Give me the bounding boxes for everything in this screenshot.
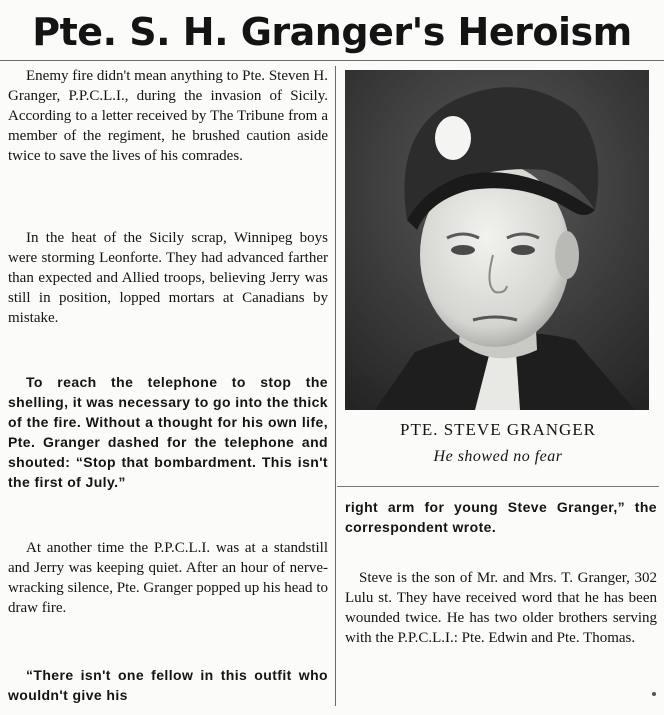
photo-caption — [337, 412, 659, 488]
print-speck — [652, 692, 656, 696]
article-paragraph-5: “There isn't one fellow in this outfit who wouldn't give his — [8, 667, 328, 703]
article-paragraph-4: At another time the P.P.C.L.I. was at a standstill and Jerry was keeping quiet. After an hour of nerve-wracking silence, Pte. Granger popped up his head to draw fire. — [8, 540, 328, 616]
headline: Pte. S. H. Granger's Heroism — [32, 10, 632, 54]
article-paragraph-1: Enemy fire didn't mean anything to Pte. Steven H. Granger, P.P.C.L.I., during the invasion of Sicily. According to a letter received by The Tribune from a member of the regiment, he brushed caution aside twice to save the lives of his comrades. — [8, 68, 328, 164]
article-paragraph-3: To reach the telephone to stop the shelling, it was necessary to go into the thick of the fire. Without a thought for his own life, Pte. Granger dashed for the telephone and shouted: “Stop that bombardment. This isn't the first of July.” — [8, 374, 328, 490]
article-paragraph-6: right arm for young Steve Granger,” the correspondent wrote. — [345, 499, 657, 535]
portrait-illustration — [345, 70, 649, 410]
caption-title: PTE. STEVE GRANGER — [399, 420, 597, 439]
article-paragraph-2: In the heat of the Sicily scrap, Winnipeg boys were storming Leonforte. They had advanced farther than expected and Allied troops, believing Jerry was still in position, lopped mortars at Canadians by mistake. — [8, 230, 328, 326]
caption-subtitle: He showed no fear — [433, 448, 563, 465]
portrait-photo — [345, 70, 649, 410]
article-paragraph-7: Steve is the son of Mr. and Mrs. T. Granger, 302 Lulu st. They have received word that he has been wounded twice. He has two older brothers serving with the P.P.C.L.I.: Pte. Edwin and Pte. Thomas. — [345, 570, 657, 646]
column-divider — [335, 66, 336, 706]
caption-rule — [337, 486, 659, 487]
headline-rule — [0, 60, 664, 61]
